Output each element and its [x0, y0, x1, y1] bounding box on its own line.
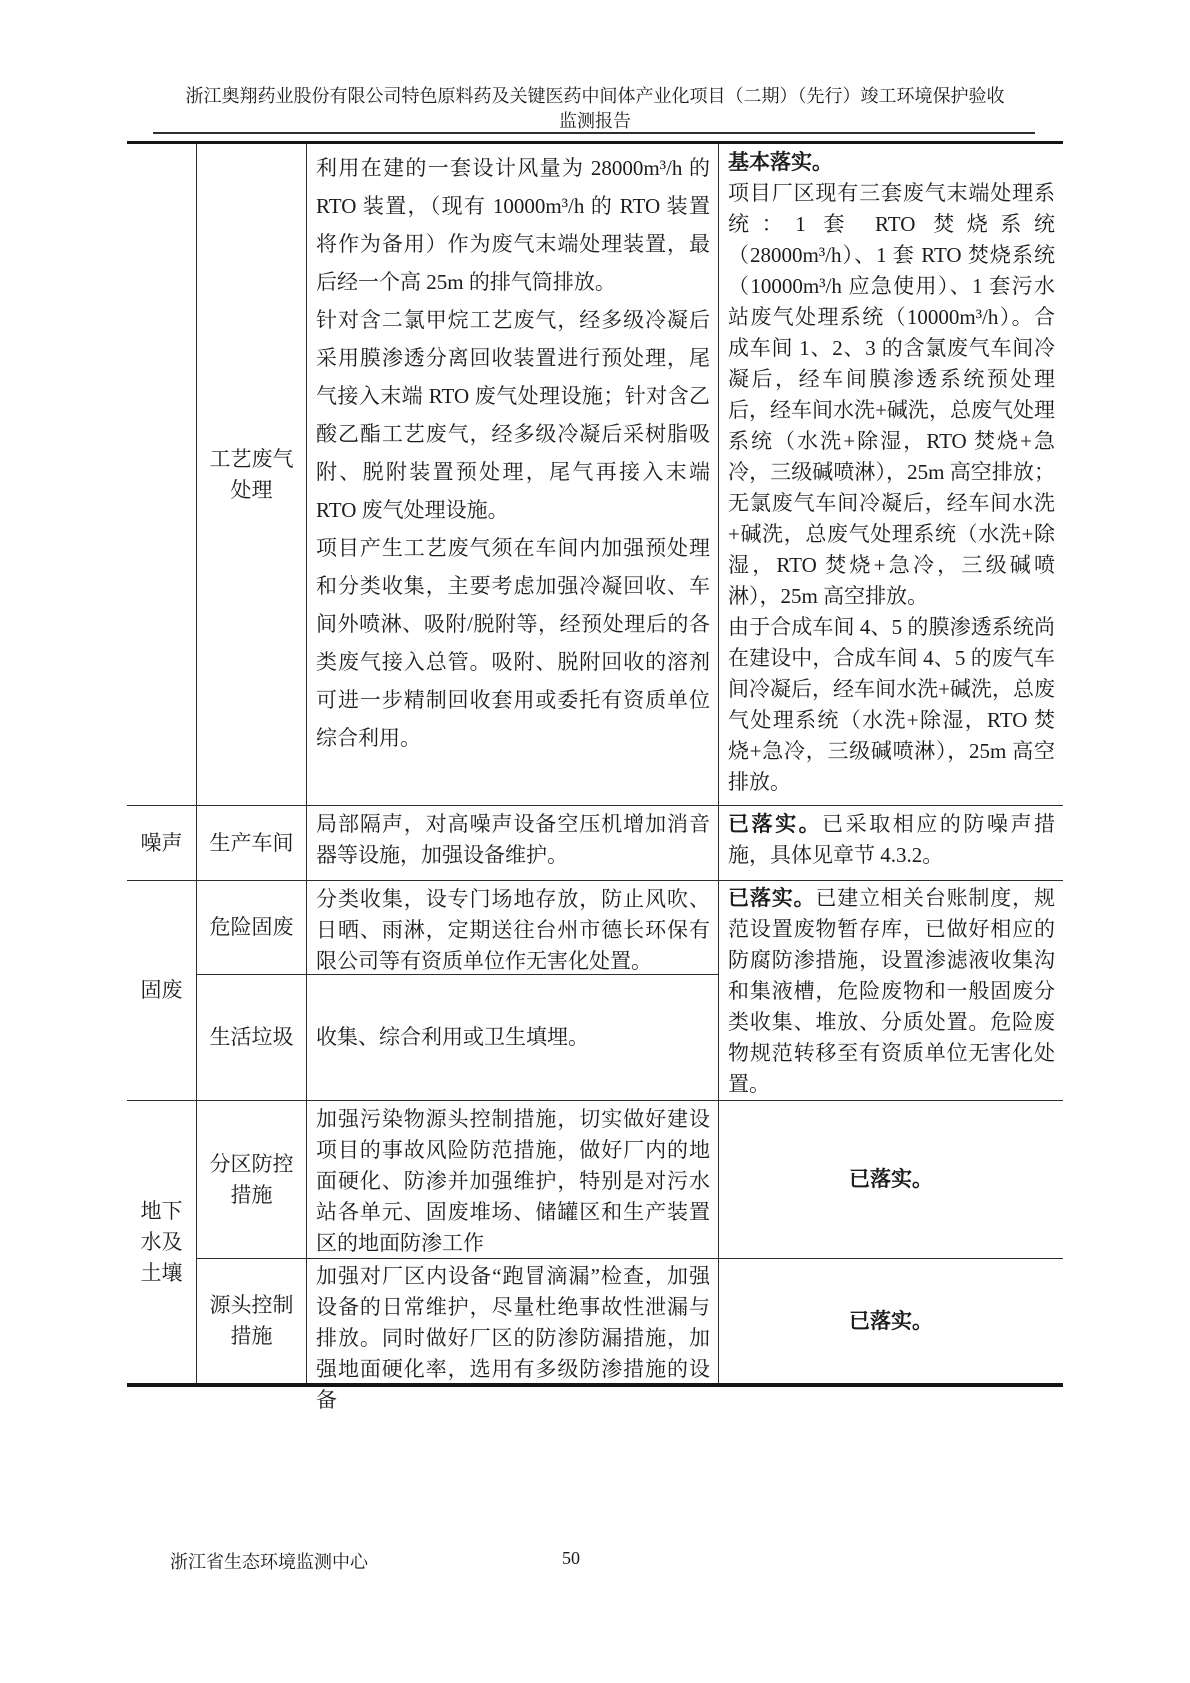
waste-gas-status-cell [719, 144, 1063, 806]
noise-sub-label-cell [197, 806, 307, 881]
source-control-label-line2: 措施 [230, 1324, 273, 1348]
footer-organization: 浙江省生态环境监测中心 [170, 1552, 368, 1572]
solid-waste-category-cell [127, 881, 197, 1101]
waste-gas-measures-p3: 项目产生工艺废气须在车间内加强预处理和分类收集，主要考虑加强冷凝回收、车间外喷淋、吸附/脱附等，经预处理后的各类废气接入总管。吸附、脱附回收的溶剂可进一步精制回收套用或委托有资质单位综合利用。 [316, 536, 710, 750]
solid-waste-category-label: 固废 [140, 978, 183, 1002]
zoning-control-label-cell [197, 1101, 307, 1259]
groundwater-category-line3: 土壤 [140, 1260, 183, 1285]
groundwater-category-line1: 地下 [140, 1198, 183, 1223]
solid-waste-status-cell [719, 881, 1063, 1101]
header-rule [153, 132, 1035, 134]
source-control-label-cell [197, 1259, 307, 1383]
zoning-control-status-cell [719, 1101, 1063, 1259]
solid-waste-status-text: 已建立相关台账制度，规范设置废物暂存库，已做好相应的防腐防渗措施，设置渗滤液收集沟和集液槽，危险废物和一般固废分类收集、堆放、分质处置。危险废物规范转移至有资质单位无害化处置。 [728, 886, 1056, 1096]
hazardous-waste-label-cell [197, 881, 307, 975]
hazardous-waste-measures-cell [307, 881, 719, 975]
domestic-waste-label: 生活垃圾 [209, 1025, 294, 1049]
noise-measures-cell [307, 806, 719, 881]
source-control-label-line1: 源头控制 [209, 1293, 294, 1317]
noise-category-cell [127, 806, 197, 881]
noise-measures-text: 局部隔声，对高噪声设备空压机增加消音器等设施，加强设备维护。 [316, 812, 710, 867]
epa-acceptance-table [127, 141, 1063, 1412]
waste-gas-sub-label-line2: 处理 [230, 477, 273, 502]
zoning-control-measures-cell [307, 1101, 719, 1259]
solid-waste-status-paragraph [728, 883, 1055, 1100]
hazardous-waste-measures-text: 分类收集，设专门场地存放，防止风吹、日晒、雨淋，定期送往台州市德长环保有限公司等有资质单位作无害化处置。 [316, 887, 710, 973]
zoning-control-label-line1: 分区防控 [209, 1151, 294, 1176]
zoning-control-status-text: 已落实。 [849, 1167, 933, 1191]
header-title-line2: 监测报告 [559, 111, 631, 131]
solid-waste-status-head: 已落实。 [728, 886, 816, 910]
waste-gas-sub-label-line1: 工艺废气 [209, 446, 294, 471]
header-title-line1: 浙江奥翔药业股份有限公司特色原料药及关键医药中间体产业化项目（二期）（先行）竣工环境保护验收 [185, 86, 1005, 106]
domestic-waste-measures-cell [307, 975, 719, 1101]
noise-status-paragraph [728, 809, 1055, 871]
zoning-control-measures-text: 加强污染物源头控制措施，切实做好建设项目的事故风险防范措施，做好厂内的地面硬化、防渗并加强维护，特别是对污水站各单元、固废堆场、储罐区和生产装置区的地面防渗工作 [316, 1107, 710, 1255]
groundwater-category-cell [127, 1101, 197, 1383]
domestic-waste-label-cell [197, 975, 307, 1101]
page-header [95, 84, 1095, 134]
source-control-measures-text: 加强对厂区内设备“跑冒滴漏”检查，加强设备的日常维护，尽量杜绝事故性泄漏与排放。同时做好厂区的防渗防漏措施，加强地面硬化率，选用有多级防渗措施的设备 [316, 1264, 710, 1412]
waste-gas-measures-cell [307, 144, 719, 806]
zoning-control-label-line2: 措施 [230, 1182, 273, 1207]
noise-sub-label: 生产车间 [209, 830, 294, 855]
waste-gas-category-cell [127, 144, 197, 806]
waste-gas-status-p1: 项目厂区现有三套废气末端处理系统：1 套 RTO 焚烧系统（28000m³/h）、1 套 RTO 焚烧系统（10000m³/h 应急使用）、1 套污水站废气处理系统（10000m³/h）。合成车间 1、2、3 的含氯废气车间冷凝后，经车间膜渗透系统预处理后，经车间水洗+碱洗，总废气处理系统（水洗+除湿，RTO 焚烧+急冷，三级碱喷淋），25m 高空排放；无氯废气车间冷凝后，经车间水洗+碱洗，总废气处理系统（水洗+除湿，RTO 焚烧+急冷，三级碱喷淋），25m 高空排放。 [728, 181, 1055, 608]
waste-gas-measures-p1: 利用在建的一套设计风量为 28000m³/h 的 RTO 装置，（现有 10000m³/h 的 RTO 装置将作为备用）作为废气末端处理装置，最后经一个高 25m 的排气筒排放。 [316, 156, 710, 294]
waste-gas-measures-p2: 针对含二氯甲烷工艺废气，经多级冷凝后采用膜渗透分离回收装置进行预处理，尾气接入末端 RTO 废气处理设施；针对含乙酸乙酯工艺废气，经多级冷凝后采树脂吸附、脱附装置预处理，尾气再接入末端 RTO 废气处理设施。 [316, 308, 710, 522]
footer-page-number: 50 [562, 1548, 580, 1568]
noise-status-head: 已落实。 [728, 812, 823, 836]
source-control-status-text: 已落实。 [849, 1308, 933, 1333]
waste-gas-sub-label-cell [197, 144, 307, 806]
noise-category-label: 噪声 [140, 830, 183, 855]
waste-gas-status-head: 基本落实。 [728, 150, 833, 174]
hazardous-waste-label: 危险固废 [209, 915, 294, 939]
source-control-status-cell [719, 1259, 1063, 1383]
noise-status-text: 已采取相应的防噪声措施，具体见章节 4.3.2。 [728, 812, 1056, 867]
source-control-measures-cell [307, 1259, 719, 1412]
groundwater-category-line2: 水及 [140, 1229, 183, 1254]
waste-gas-status-p2: 由于合成车间 4、5 的膜渗透系统尚在建设中，合成车间 4、5 的废气车间冷凝后，经车间水洗+碱洗，总废气处理系统（水洗+除湿，RTO 焚烧+急冷，三级碱喷淋），25m 高空排放。 [728, 615, 1055, 794]
noise-status-cell [719, 806, 1063, 881]
domestic-waste-measures-text: 收集、综合利用或卫生填埋。 [316, 1025, 589, 1049]
